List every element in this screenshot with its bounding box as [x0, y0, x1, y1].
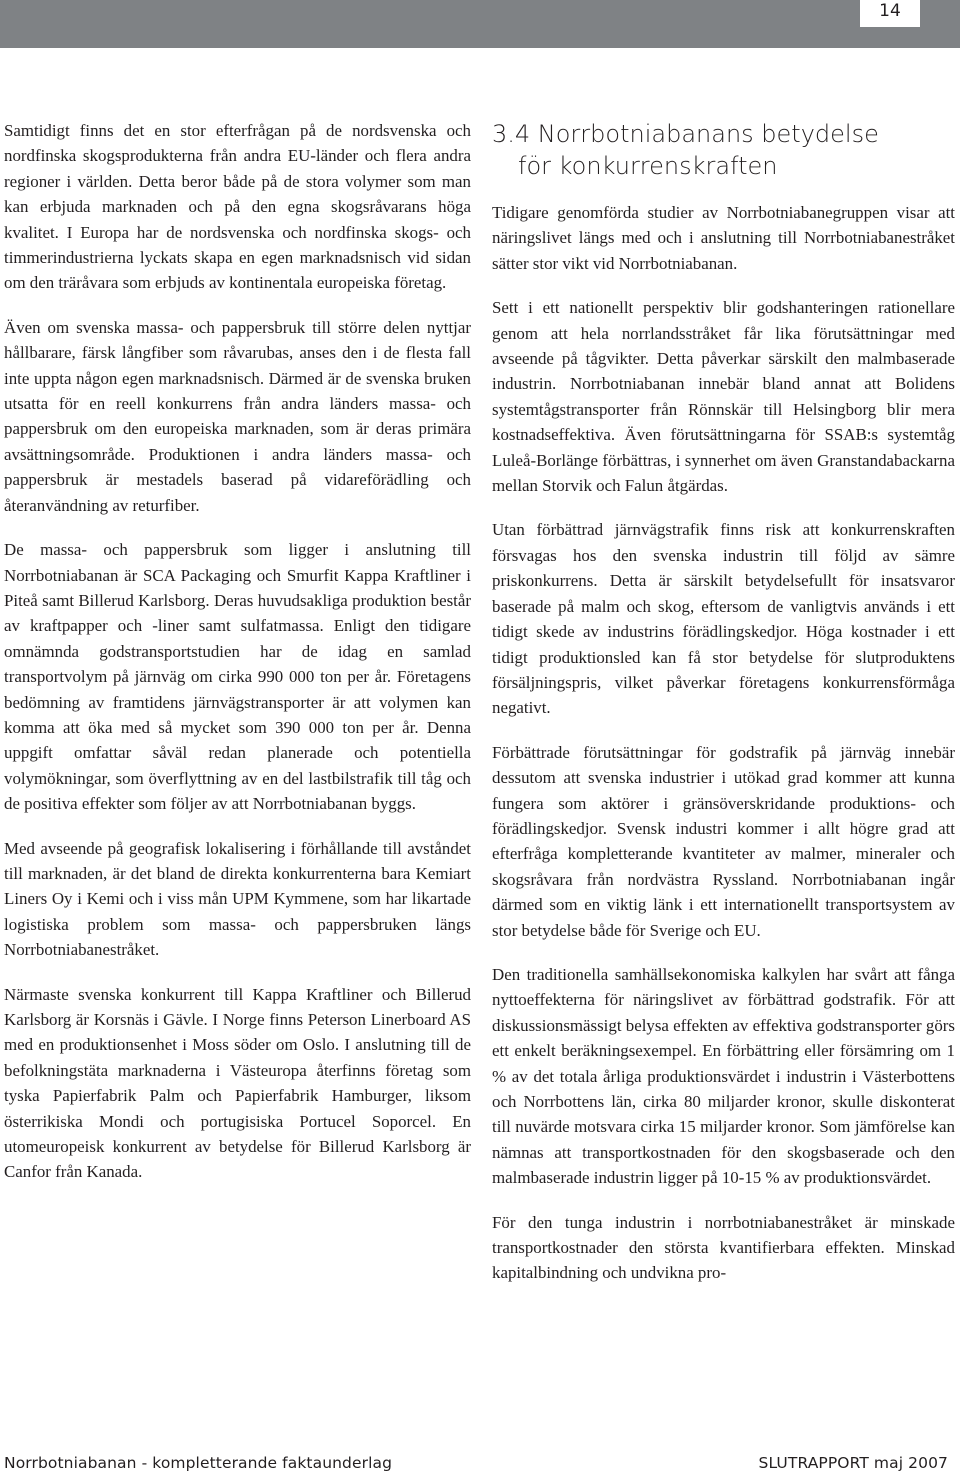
paragraph: Den traditionella samhällsekonomiska kalkylen har svårt att fånga nyttoeffekterna för näringslivet av förbättrad godstrafik. För att diskussionsmässigt belysa effekten av effektiva godstransporter görs ett enkelt beräkningsexempel. En förbättring eller försämring om 1 % av det totala årliga produktionsvärdet i industrin i Västerbottens och Norrbottens län, cirka 80 miljarder kronor, skulle diskonterat till nuvärde motsvara cirka 15 miljarder kronor. Som jämförelse kan nämnas att transportkostnaden för den skogsbaserade och den malmbaserade industrin ligger på 10-15 % av produktionsvärdet.: [492, 964, 955, 1188]
paragraph: Närmaste svenska konkurrent till Kappa Kraftliner och Billerud Karlsborg är Korsnäs i Gävle. I Norge finns Peterson Linerboard AS med en produktionsenhet i Moss söder om Oslo. I anslutning till de befolkningstäta marknaderna i Västeuropa återfinns företag som tyska Papierfabrik Palm och Papierfabrik Hamburger, liksom österrikiska Mondi och portugisiska Portucel Soporcel. En utomeuropeisk konkurrent av betydelse för Billerud Karlsborg är Canfor från Kanada.: [4, 984, 471, 1182]
left-column: [4, 118, 471, 1204]
right-column: [492, 118, 955, 1305]
footer-title: Norrbotniabanan - kompletterande faktaunderlag: [4, 1454, 393, 1472]
section-title-line-2: för konkurrenskraften: [518, 152, 778, 180]
section-title-line-1: 3.4 Norrbotniabanans betydelse: [492, 120, 879, 148]
paragraph: Förbättrade förutsättningar för godstrafik på järnväg innebär dessutom att svenska industrier i utökad grad kommer att kunna fungera som aktörer i gränsöverskridande produktions- och förädlingskedjor. Svensk industri kommer i allt högre grad att efterfråga kompletterande kvantiteter av malmer, mineraler och skogsråvara från nordvästra Ryssland. Norrbotniabanan ingår därmed som en viktig länk i ett internationellt transportsystem av stor betydelse både för Sverige och EU.: [492, 742, 955, 940]
page-number: 14: [860, 0, 920, 27]
paragraph: För den tunga industrin i norrbotniabanestråket är minskade transportkostnader den största kvantifierbara effekten. Minskad kapitalbindning och undvikna pro-: [492, 1212, 955, 1283]
paragraph: Även om svenska massa- och pappersbruk till större delen nyttjar hållbarare, färsk långfiber som råvarubas, anses den i de flesta fall inte uppta någon egen marknadsnisch. Därmed är de svenska bruken utsatta för en reell konkurrens från andra länders massa- och pappersbruk om den europeiska marknaden, som är deras primära avsättningsområde. Produktionen i andra länders massa- och pappersbruk är mestadels baserad på vidareförädling och återanvändning av returfiber.: [4, 317, 471, 515]
paragraph: Samtidigt finns det en stor efterfrågan på de nordsvenska och nordfinska skogsprodukterna från andra EU-länder och flera andra regioner i världen. Detta beror både på de stora volymer som man kan erbjuda marknaden och på den egna skogsråvarans höga kvalitet. I Europa har de nordsvenska och nordfinska skogs- och timmerindustrierna lyckats skapa en egen marknadsnisch vid sidan om den träråvara som erbjuds av kontinentala europeiska företag.: [4, 121, 471, 293]
header-bar: [0, 0, 960, 48]
footer-report-date: SLUTRAPPORT maj 2007: [758, 1454, 948, 1472]
paragraph: De massa- och pappersbruk som ligger i anslutning till Norrbotniabanan är SCA Packaging och Smurfit Kappa Kraftliner i Piteå samt Billerud Karlsborg. Deras huvudsakliga produktion består av kraftpapper och -liner samt sulfatmassa. Enligt den tidigare omnämnda godstransportstudien har de idag en samlad transportvolym på järnväg om cirka 990 000 ton per år. Företagens bedömning av framtidens järnvägstransporter är att volymen kan komma att öka med så mycket som 390 000 ton per år. Denna uppgift omfattar såväl redan planerade och potentiella volymökningar, som överflyttning av en del lastbilstrafik till tåg och de positiva effekter som följer av att Norrbotniabanan byggs.: [4, 540, 471, 814]
paragraph: Tidigare genomförda studier av Norrbotniabanegruppen visar att näringslivet längs med och i anslutning till Norrbotniabanestråket sätter stor vikt vid Norrbotniabanan.: [492, 203, 955, 273]
paragraph: Sett i ett nationellt perspektiv blir godshanteringen rationellare genom att hela norrlandsstråket får lika förutsättningar med avseende på tågvikter. Detta påverkar särskilt den malmbaserade industrin. Norrbotniabanan innebär bland annat att Bolidens systemtågstransporter från Rönnskär till Helsingborg blir mera kostnadseffektiva. Även förutsättningarna för SSAB:s systemtåg Luleå-Borlänge förbättras, i synnerhet om även Granstandabackarna mellan Storvik och Falun åtgärdas.: [492, 298, 955, 496]
paragraph: Med avseende på geografisk lokalisering i förhållande till avståndet till marknaden, är det bland de direkta konkurrenterna bara Kemiart Liners Oy i Kemi och i viss mån UPM Kymmene, som har likartade logistiska problem som massa- och pappersbruken längs Norrbotniabanestråket.: [4, 838, 471, 960]
paragraph: Utan förbättrad järnvägstrafik finns risk att konkurrenskraften försvagas hos den svenska industrin till följd av sämre priskonkurrens. Detta är särskilt betydelsefullt för insatsvaror baserade på malm och skog, eftersom de vanligtvis används i ett tidigt skede av industrins förädlingskedjor. Höga kostnader i ett tidigt produktionsled kan få stor betydelse för slutproduktens försäljningspris, vilket påverkar företagens konkurrensförmåga negativt.: [492, 520, 955, 718]
section-title: [492, 118, 955, 182]
